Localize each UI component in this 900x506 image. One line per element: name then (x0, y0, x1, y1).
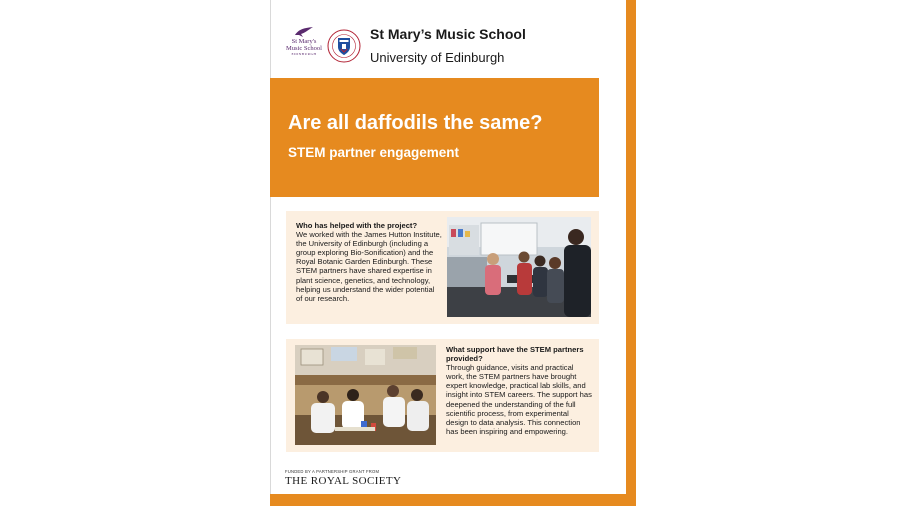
page-subtitle: STEM partner engagement (288, 145, 460, 160)
orange-side-bar (626, 0, 636, 506)
bird-icon (293, 26, 315, 38)
section-card-support (286, 339, 599, 452)
title-banner (270, 78, 599, 197)
orange-bottom-strip (270, 494, 636, 506)
logo-line-2: Music School (286, 45, 322, 52)
section-text (296, 221, 442, 303)
section-card-who-helped (286, 211, 599, 324)
page-edge (270, 0, 271, 506)
logo-line-1: St Mary's (291, 38, 317, 45)
funding-label: FUNDED BY A PARTNERSHIP GRANT FROM (285, 469, 380, 474)
section-heading: Who has helped with the project? (296, 221, 418, 230)
st-marys-logo (284, 26, 324, 60)
royal-society-logo: THE ROYAL SOCIETY (285, 475, 402, 487)
section-heading: What support have the STEM partners provided? (446, 345, 584, 364)
section-body: Through guidance, visits and practical work, the STEM partners have brought expert knowledge, practical lab skills, and insight into STEM careers. The support has deepened the understanding of the full scientific process, from experimental design to data analysis. This connection has been inspiring and empowering. (446, 363, 592, 436)
page-title: Are all daffodils the same? (288, 112, 543, 134)
school-name: St Mary’s Music School (370, 26, 526, 42)
lab-work-photo (295, 345, 436, 445)
university-crest-icon (327, 29, 361, 63)
section-body: We worked with the James Hutton Institute, the University of Edinburgh (including a group exploring Bio-Sonification) and the Royal Botanic Garden Edinburgh. These STEM partners have shared expertise in plant science, genetics, and technology, helping us understand the wider potential of our research. (296, 230, 442, 303)
section-text (446, 345, 592, 436)
university-name: University of Edinburgh (370, 50, 505, 65)
logo-line-3: EDINBURGH (291, 52, 317, 56)
lab-visit-photo (447, 217, 591, 317)
